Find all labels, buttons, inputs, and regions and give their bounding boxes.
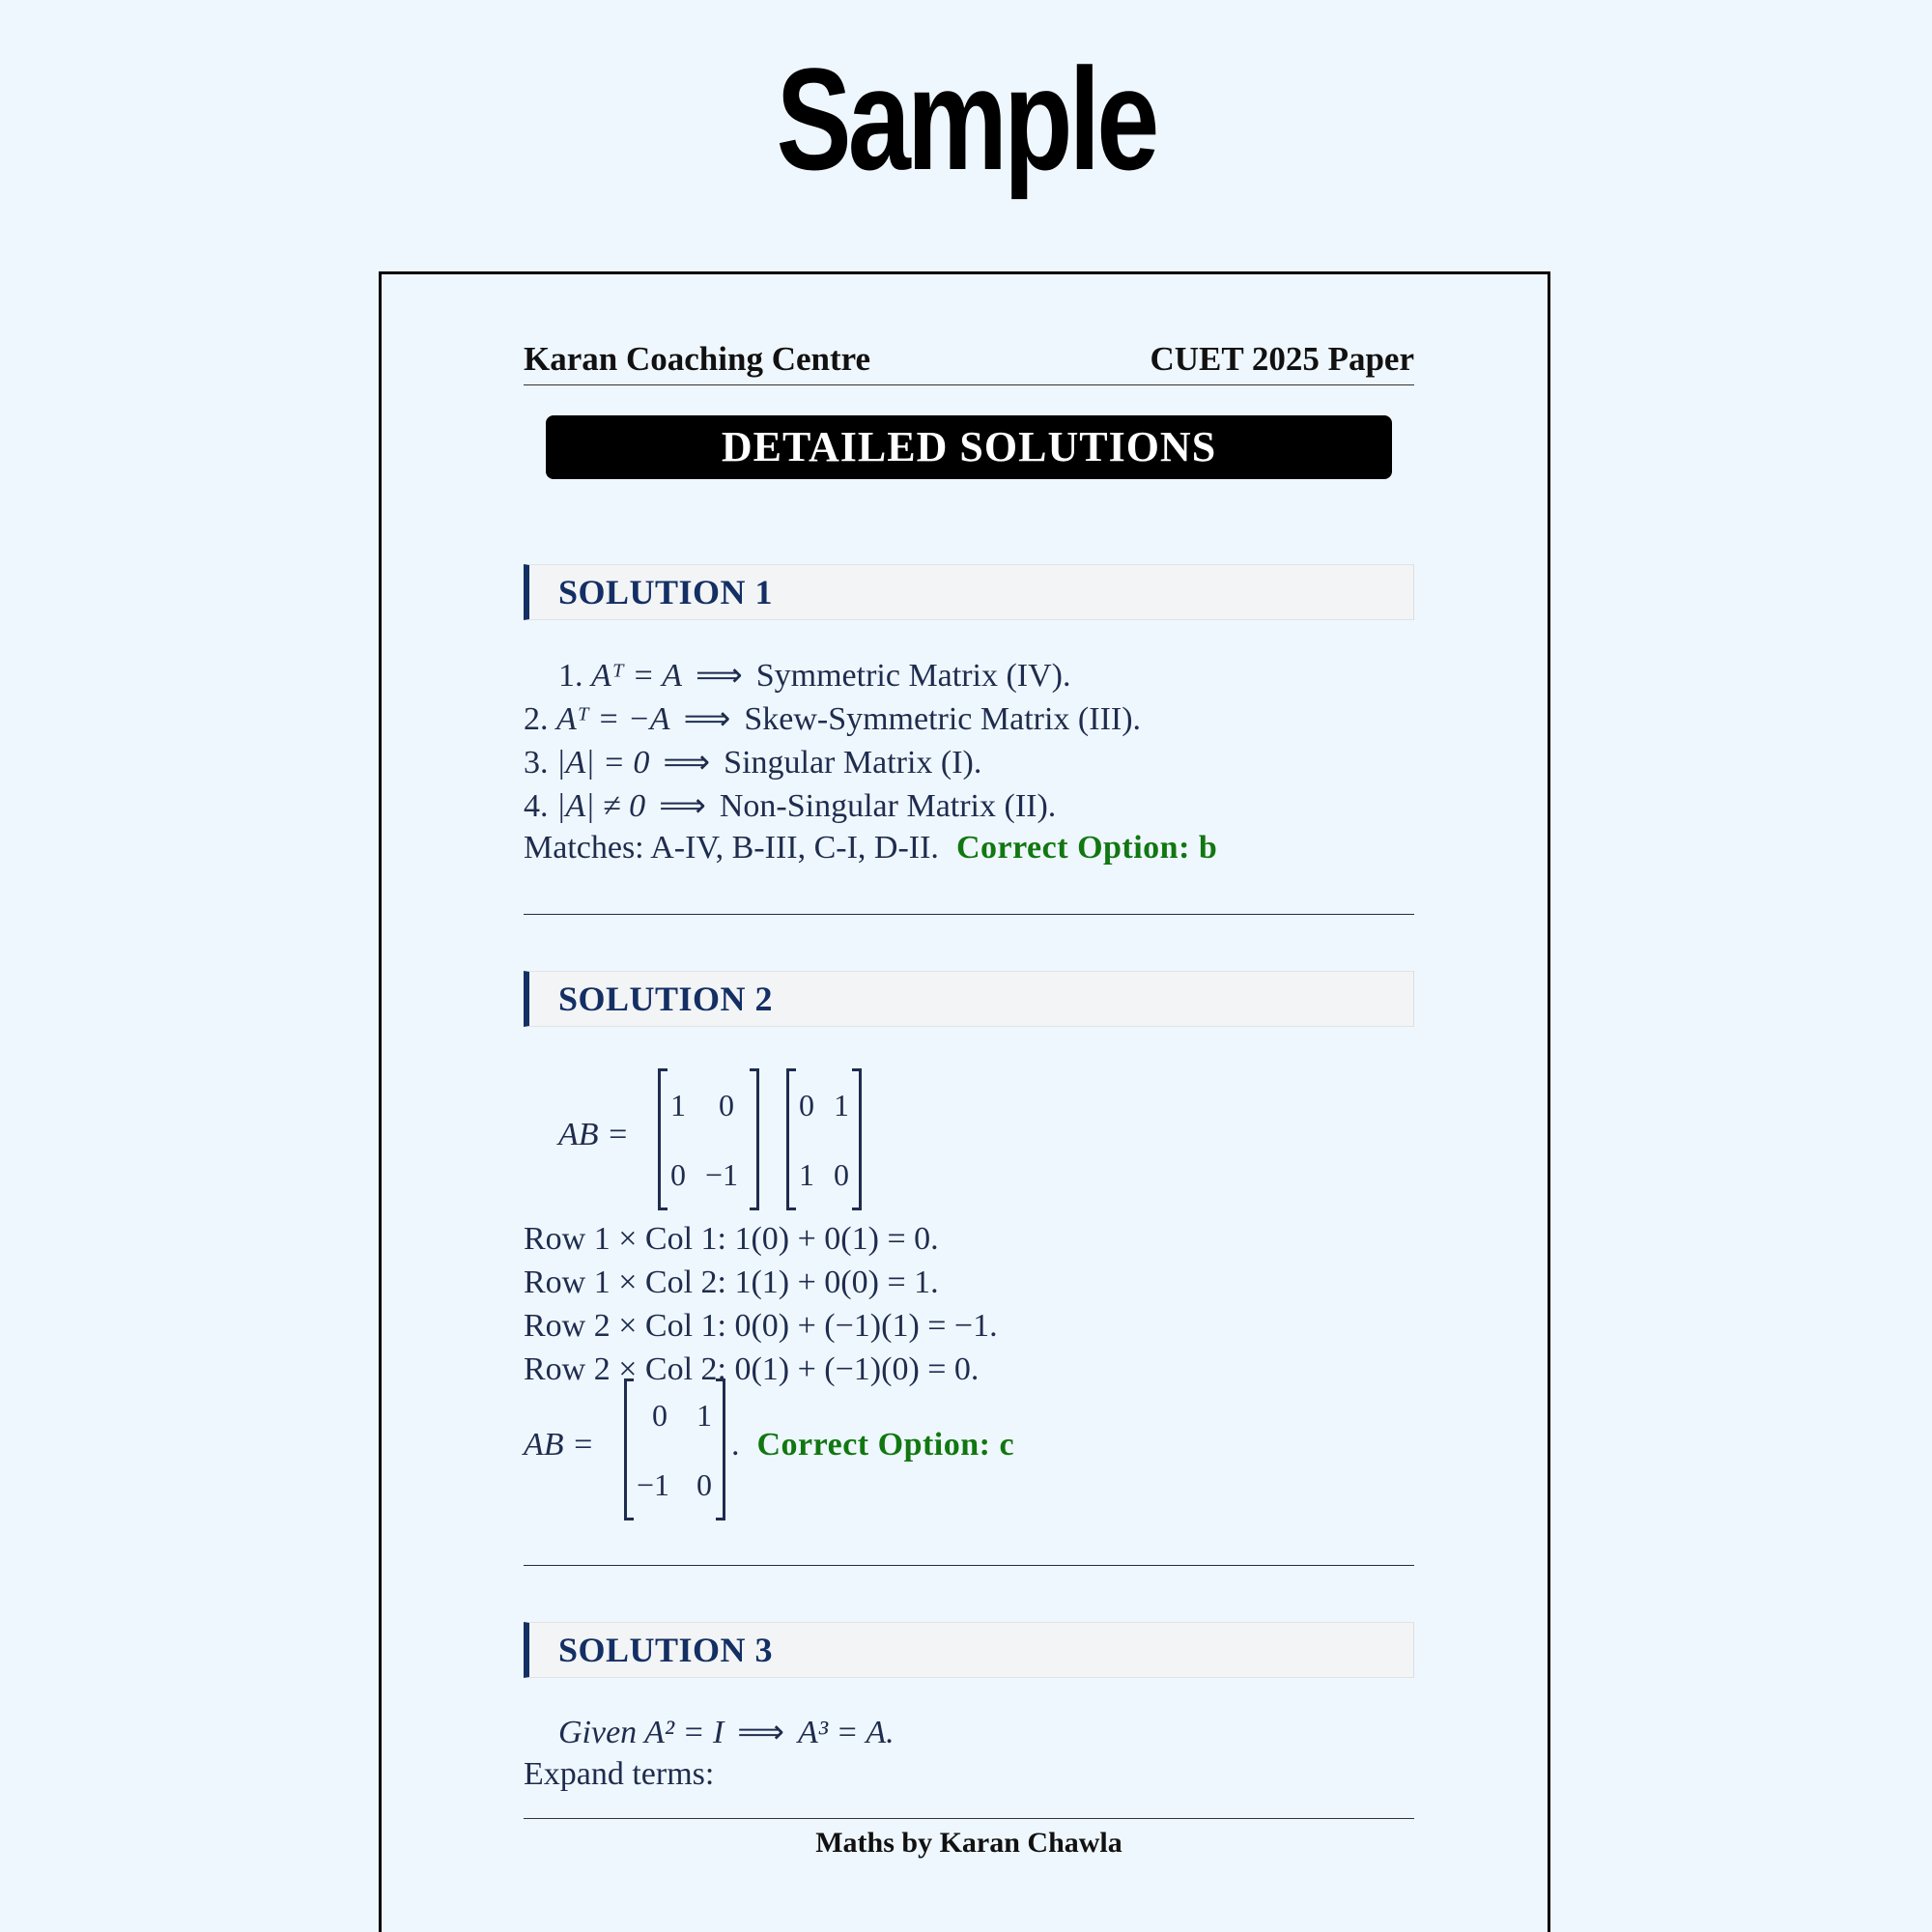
- correct-option: Correct Option: c: [756, 1427, 1015, 1463]
- implies-arrow: ⟹: [737, 1715, 785, 1750]
- math-expression: A³ = A.: [798, 1715, 895, 1750]
- matrix-a: [658, 1068, 759, 1210]
- document-page: [379, 271, 1550, 1932]
- matrix-cell: −1: [705, 1157, 739, 1192]
- implies-arrow: ⟹: [663, 745, 711, 781]
- matrix-b: [786, 1068, 862, 1210]
- solution-1-line-3: 3. |A| = 0 ⟹ Singular Matrix (I).: [524, 745, 982, 781]
- step-row2-col2: Row 2 × Col 2: 0(1) + (−1)(0) = 0.: [524, 1351, 980, 1387]
- step-row2-col1: Row 2 × Col 1: 0(0) + (−1)(1) = −1.: [524, 1308, 998, 1344]
- math-expression: |A| = 0: [556, 745, 650, 781]
- page-header: [524, 340, 1414, 385]
- solution-2-heading: SOLUTION 2: [524, 971, 1414, 1027]
- solution-1-line-4: 4. |A| ≠ 0 ⟹ Non-Singular Matrix (II).: [524, 788, 1057, 824]
- implies-arrow: ⟹: [683, 701, 731, 737]
- divider: [524, 914, 1414, 915]
- page-title: DETAILED SOLUTIONS: [546, 415, 1392, 479]
- matrix-cell: −1: [637, 1467, 670, 1502]
- institute-name: Karan Coaching Centre: [524, 340, 871, 378]
- solution-3-expand: Expand terms:: [524, 1756, 715, 1792]
- divider: [524, 1565, 1414, 1566]
- paper-name: CUET 2025 Paper: [1150, 340, 1414, 378]
- product-lhs: AB =: [558, 1117, 629, 1152]
- matrix-cell: 0: [834, 1157, 849, 1192]
- matrix-cell: 1: [670, 1088, 686, 1122]
- matrix-cell: 0: [719, 1088, 734, 1122]
- correct-option: Correct Option: b: [955, 830, 1218, 866]
- math-expression: Aᵀ = −A: [556, 701, 670, 737]
- result-matrix: [624, 1378, 725, 1520]
- matrix-cell: 0: [652, 1398, 668, 1433]
- step-row1-col2: Row 1 × Col 2: 1(1) + 0(0) = 1.: [524, 1264, 939, 1300]
- math-expression: Given A² = I: [558, 1715, 724, 1750]
- solution-3-heading: SOLUTION 3: [524, 1622, 1414, 1678]
- solution-1-line-2: 2. Aᵀ = −A ⟹ Skew-Symmetric Matrix (III).: [524, 701, 1142, 737]
- result-lhs: AB =: [524, 1427, 594, 1463]
- solution-1-line-1: 1. Aᵀ = A ⟹ Symmetric Matrix (IV).: [558, 658, 1071, 694]
- matrix-cell: 1: [834, 1088, 849, 1122]
- solution-1-heading: SOLUTION 1: [524, 564, 1414, 620]
- solution-3-given: [558, 1713, 895, 1751]
- solution-2-answer-line: . Correct Option: c: [731, 1427, 1015, 1463]
- solution-1-matches: Matches: A-IV, B-III, C-I, D-II. Correct Option: b: [524, 830, 1218, 866]
- matrix-cell: 1: [696, 1398, 712, 1433]
- math-expression: Aᵀ = A: [591, 658, 682, 694]
- implies-arrow: ⟹: [659, 788, 706, 824]
- sample-watermark: Sample: [776, 38, 1156, 200]
- matrix-cell: 0: [670, 1157, 686, 1192]
- matrix-cell: 0: [696, 1467, 712, 1502]
- implies-arrow: ⟹: [696, 658, 743, 694]
- step-row1-col1: Row 1 × Col 1: 1(0) + 0(1) = 0.: [524, 1221, 939, 1257]
- matrix-cell: 0: [799, 1088, 814, 1122]
- math-expression: |A| ≠ 0: [556, 788, 646, 824]
- matrix-cell: 1: [799, 1157, 814, 1192]
- page-footer: Maths by Karan Chawla: [524, 1818, 1414, 1860]
